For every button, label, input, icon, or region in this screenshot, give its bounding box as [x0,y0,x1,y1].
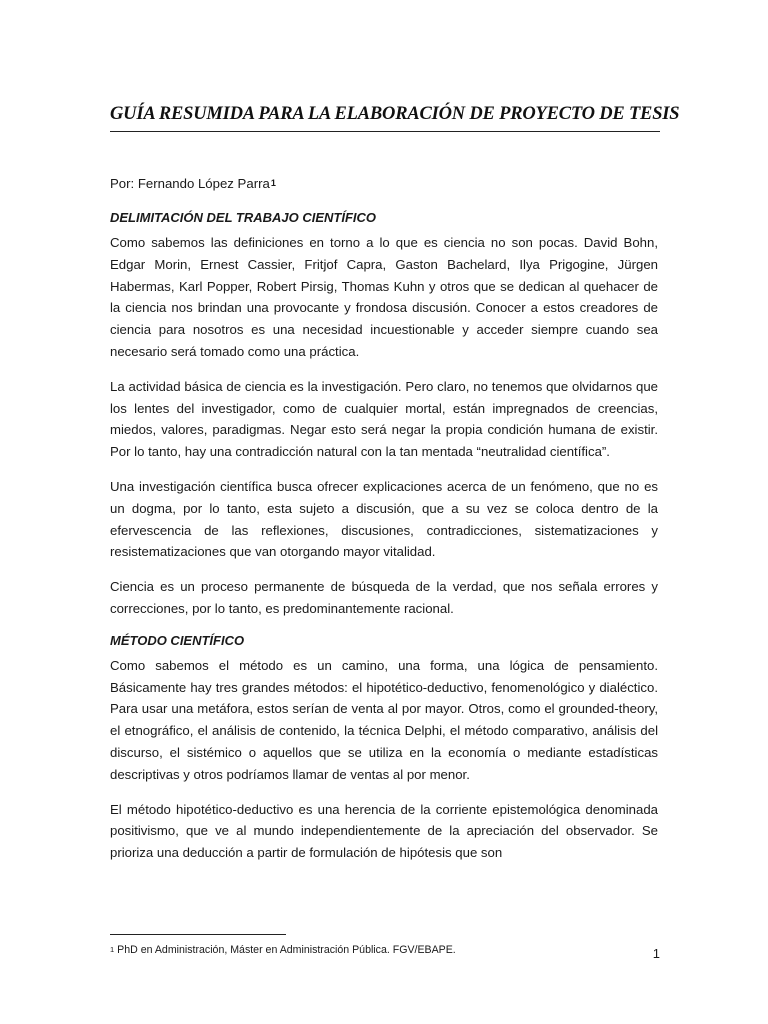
paragraph: Como sabemos las definiciones en torno a lo que es ciencia no son pocas. David Bohn, Edgar Morin, Ernest Cassier, Fritjof Capra, Gaston Bachelard, Ilya Prigogine, Jürgen Habermas, Karl Popper, Robert Pirsig, Thomas Kuhn y otros que se dedican al quehacer de la ciencia nos brindan una provocante y frondosa discusión. Conocer a estos creadores de ciencia para nosotros es una necesidad incuestionable y acceder siempre cuando sea necesario será tomado como una práctica. [110,235,658,359]
paragraph: Una investigación científica busca ofrecer explicaciones acerca de un fenómeno, que no es un dogma, por lo tanto, esta sujeto a discusión, que a su vez se coloca dentro de la efervescencia de las reflexiones, discusiones, contradicciones, sistematizaciones y resistematizaciones que van otorgando mayor vitalidad. [110,478,658,560]
document-body [110,210,658,877]
author-line [110,176,276,191]
paragraph: Como sabemos el método es un camino, una forma, una lógica de pensamiento. Básicamente hay tres grandes métodos: el hipotético-deductivo, fenomenológico y dialéctico. Para usar una metáfora, estos serían de venta al por mayor. Otros, como el grounded-theory, el etnográfico, el análisis de contenido, la técnica Delphi, el método comparativo, análisis del discurso, el sistémico o aquellos que se utiliza en la economía o mediante estadísticas descriptivas y otros podríamos llamar de ventas al por menor. [110,657,658,782]
page-number: 1 [652,946,660,961]
footnote-text: PhD en Administración, Máster en Administración Pública. FGV/EBAPE. [117,944,456,956]
paragraph: La actividad básica de ciencia es la investigación. Pero claro, no tenemos que olvidarnos que los lentes del investigador, como de cualquier mortal, están impregnados de creencias, miedos, valores, paradigmas. Negar esto será negar la propia condición humana de existir. Por lo tanto, hay una contradicción natural con la tan mentada “neutralidad científica”. [110,378,658,460]
author-name: Por: Fernando López Parra [110,176,270,191]
section-heading-delimitacion: DELIMITACIÓN DEL TRABAJO CIENTÍFICO [110,210,377,225]
document-title: GUÍA RESUMIDA PARA LA ELABORACIÓN DE PROYECTO DE TESIS [110,104,680,124]
title-underline [110,131,660,132]
paragraph: Ciencia es un proceso permanente de búsqueda de la verdad, que nos señala errores y correcciones, por lo tanto, es predominantemente racional. [110,579,658,616]
section-heading-metodo: MÉTODO CIENTÍFICO [110,632,245,648]
author-footnote-marker[interactable]: 1 [270,178,276,188]
footnote-marker: 1 [110,945,115,954]
footnote-separator [110,934,286,935]
footnote [110,944,456,956]
paragraph: El método hipotético-deductivo es una herencia de la corriente epistemológica denominada positivismo, que ve al mundo independientemente de la apreciación del observador. Se prioriza una deducción a partir de formulación de hipótesis que son [110,801,658,861]
